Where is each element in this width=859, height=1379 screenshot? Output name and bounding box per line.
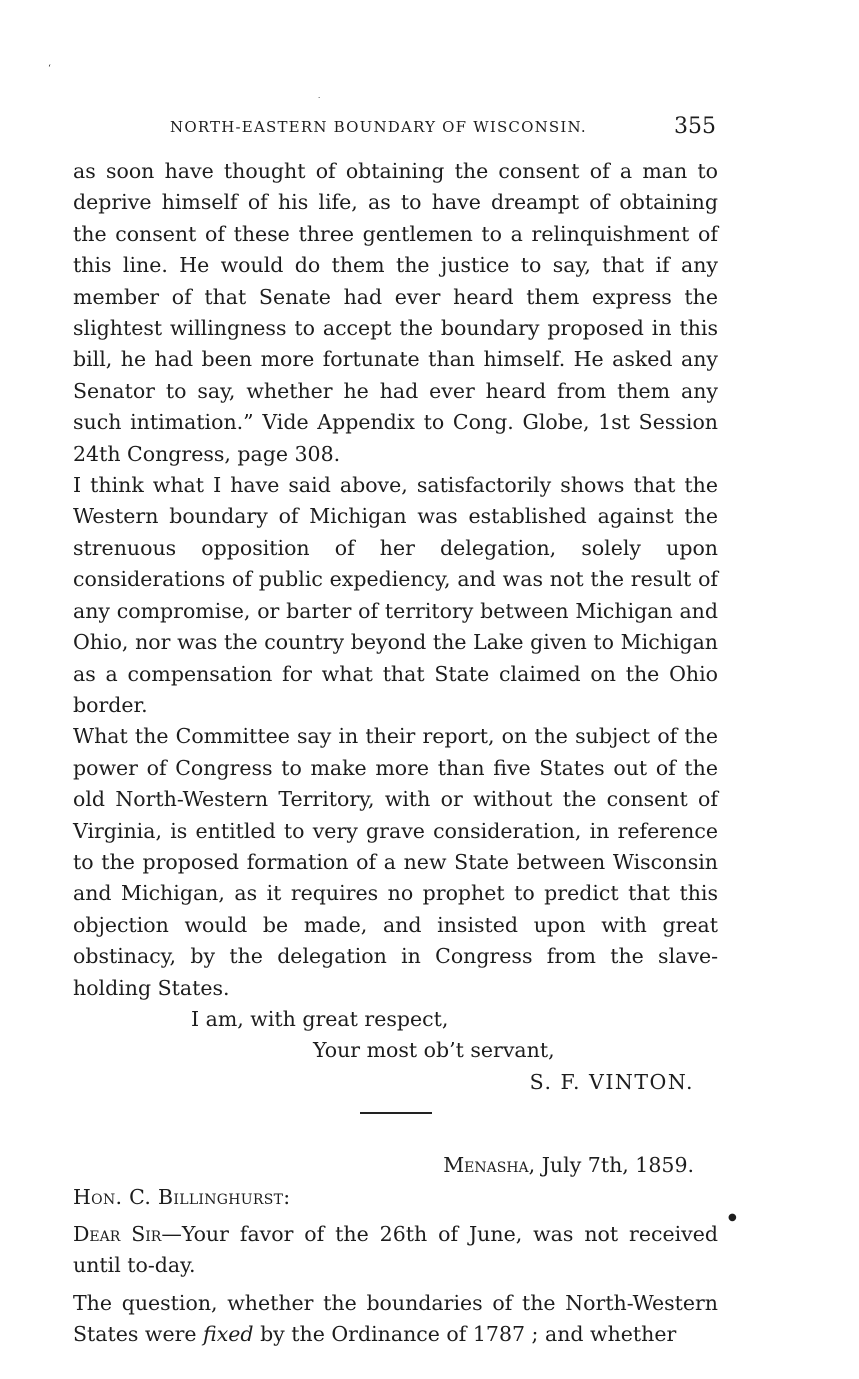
margin-mark: ● [728,1212,737,1223]
question-text-end: by the Ordinance of 1787 ; and whether [253,1322,677,1347]
dateline [73,1150,718,1181]
paragraph-continuation: as soon have thought of obtaining the consent of a man to deprive himself of his life, as to have dreampt of obtaining the consent of these three gentlemen to a relinquishment of this line. He would do them the justice to say, that if any member of that Senate had ever heard them express the slightest willingness to accept the boundary proposed in this bill, he had been more fortunate than himself. He asked any Senator to say, whether he had ever heard from them any such intimation.” Vide Appendix to Cong. Globe, 1st Session 24th Congress, page 308. [73,159,718,466]
paragraph-committee-report: What the Committee say in their report, on the subject of the power of Congress to make more than five States out of the old North-Western Territory, with or without the consent of Virginia, is entitled to very grave consideration, in reference to the proposed formation of a new State between Wisconsin and Michigan, as it requires no prophet to predict that this objection would be made, and insisted upon with great obstinacy, by the delegation in Congress from the slave-holding States. [73,724,718,1000]
running-head [170,112,716,142]
paragraph-question [73,1288,718,1351]
addressee: Hon. C. Billinghurst: [73,1184,291,1209]
print-speck: . [318,92,321,100]
paragraph-michigan-boundary: I think what I have said above, satisfactorily shows that the Western boundary of Michigan was established against the strenuous opposition of her delegation, solely upon considerations of public expediency, and was not the result of any compromise, or barter of territory between Michigan and Ohio, nor was the country beyond the Lake given to Michigan as a compensation for what that State claimed on the Ohio border. [73,473,718,717]
dateline-place: Menasha, [443,1153,536,1178]
salutation-text: —Your favor of the 26th of June, was not received until to-day. [73,1222,718,1278]
salutation: Dear Sir [73,1222,162,1246]
section-rule [360,1112,432,1114]
question-text-start: The question, whether the boundaries of the North-Western States were [73,1290,718,1347]
signature: S. F. VINTON. [529,1069,694,1094]
body-text [73,156,718,1351]
salutation-paragraph [73,1219,718,1282]
question-text-italic: fixed [203,1322,254,1347]
page-number: 355 [674,114,716,139]
running-head-title: NORTH-EASTERN BOUNDARY OF WISCONSIN. [170,118,587,136]
closing-line: I am, with great respect, [191,1006,449,1031]
print-speck: ‘ [48,64,51,74]
closing-line: Your most ob’t servant, [313,1038,555,1063]
dateline-date: July 7th, 1859. [541,1153,694,1178]
